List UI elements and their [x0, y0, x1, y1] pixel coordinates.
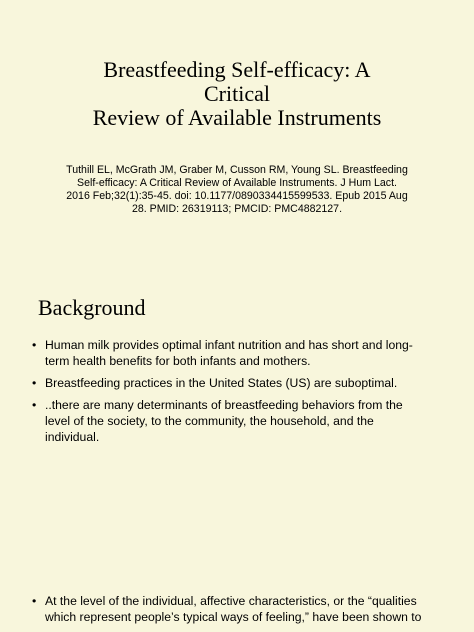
bullet-line: • Breastfeeding practices in the United States (US) are suboptimal.: [45, 376, 398, 390]
bullet-list: [26, 337, 446, 451]
bullet-line: term health benefits for both infants and mothers.: [45, 354, 311, 368]
title-slide: [0, 0, 474, 270]
citation-line: 28. PMID: 26319113; PMCID: PMC4882127.: [131, 203, 343, 215]
bullet-item: [26, 337, 446, 369]
bullet-line: • Human milk provides optimal infant nutrition and has short and long-: [45, 338, 413, 352]
background-slide: [0, 270, 474, 632]
bullet-item: [26, 397, 446, 445]
title-line: Breastfeeding Self-efficacy: A: [103, 57, 371, 82]
bullet-line: • At the level of the individual, affective characteristics, or the “qualities: [45, 594, 417, 608]
citation: [40, 164, 434, 216]
bullet-line: • ..there are many determinants of breastfeeding behaviors from the: [45, 398, 403, 412]
citation-line: Tuthill EL, McGrath JM, Graber M, Cusson RM, Young SL. Breastfeeding: [66, 164, 408, 176]
bullet-line: individual.: [45, 430, 100, 444]
bullet-line: which represent people’s typical ways of feeling,” have been shown to: [45, 610, 422, 624]
bullet-list: [26, 593, 446, 631]
presentation-title: [40, 58, 434, 130]
bullet-item: [26, 593, 446, 625]
bullet-item: [26, 375, 446, 391]
citation-line: Self-efficacy: A Critical Review of Available Instruments. J Hum Lact.: [77, 177, 397, 189]
bullet-line: level of the society, to the community, the household, and the: [45, 414, 374, 428]
section-heading: Background: [38, 295, 146, 320]
title-line: Review of Available Instruments: [92, 105, 382, 130]
citation-line: 2016 Feb;32(1):35-45. doi: 10.1177/0890334415599533. Epub 2015 Aug: [66, 190, 408, 202]
title-line: Critical: [204, 81, 270, 106]
